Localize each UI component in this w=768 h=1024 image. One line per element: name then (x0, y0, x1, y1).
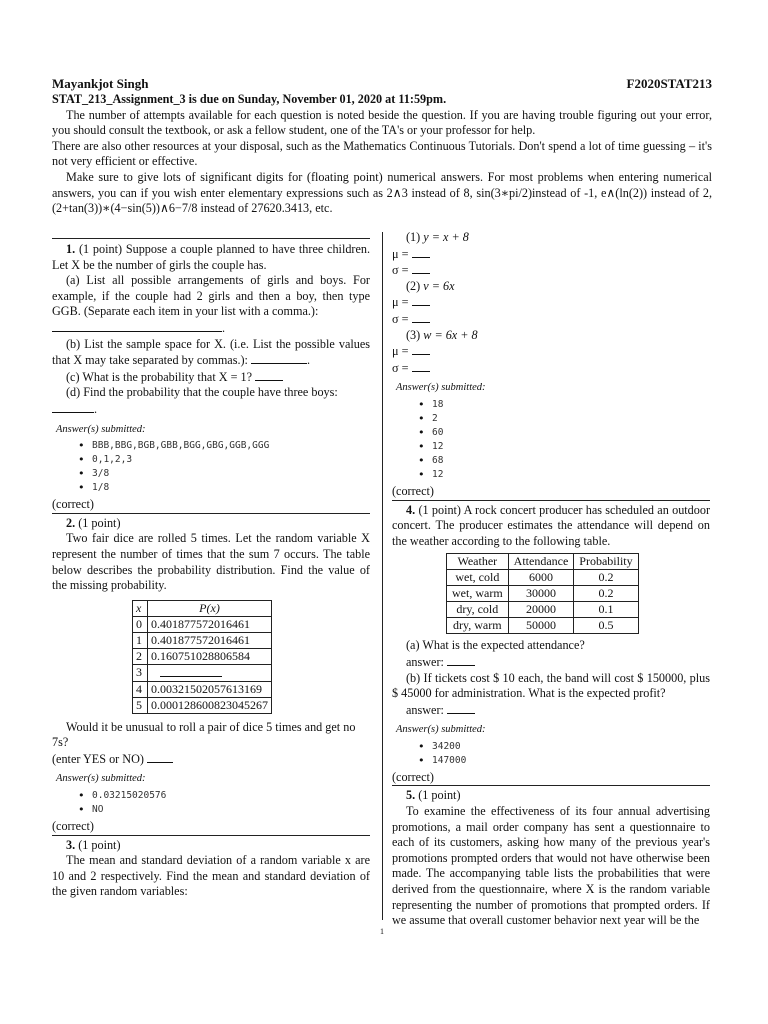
page-header (52, 76, 712, 92)
answer-blank[interactable] (412, 360, 430, 372)
table-row: dry, cold 20000 0.1 (447, 602, 639, 618)
problem-1 (52, 238, 370, 513)
answer-blank[interactable] (447, 654, 475, 666)
submitted-answer: • 68 (432, 454, 710, 468)
problem-5-stem: To examine the effectiveness of its four annual advertising promotions, a mail order company has sent a questionnaire to each of its customers, asking how many of the previous year's promotions prompted orders that would not have otherwise been made. The accompanying table lists the probabilities that were derived from the questionnaire, where X is the random variable representing the number of promotions that prompted orders. If we assume that overall customer behavior next year will be the (392, 804, 710, 928)
answer-blank[interactable] (251, 352, 307, 364)
divider (392, 500, 710, 501)
part-2: (2) v = 6x (406, 278, 455, 293)
correct-status: (correct) (52, 819, 94, 834)
intro-paragraph-1: The number of attempts available for each question is noted beside the question. If you are having trouble figuring out your error, you should consult the textbook, or ask a fellow student, one of the TA's or your professor for help. (52, 107, 712, 138)
answers-submitted-label: Answer(s) submitted: (56, 423, 146, 435)
sd-line: σ = (392, 311, 710, 328)
part-3: (3) w = 6x + 8 (406, 327, 478, 342)
answer-blank[interactable] (255, 369, 283, 381)
submitted-answer: • 18 (432, 398, 710, 412)
problem-3-continued (392, 230, 710, 500)
submitted-answer: • 3/8 (92, 467, 370, 481)
student-name: Mayankjot Singh (52, 76, 149, 91)
problem-2-stem: Two fair dice are rolled 5 times. Let the random variable X represent the number of times that the sum 7 occurs. The table below describes the probability distribution. Find the value of the missing probability. (52, 531, 370, 593)
answer-blank[interactable] (412, 294, 430, 306)
submitted-answer: • 147000 (432, 754, 710, 768)
problem-1-part-c: (c) What is the probability that X = 1? (52, 369, 370, 386)
column-header-x: x (133, 600, 148, 616)
submitted-answer: • NO (92, 803, 370, 817)
column-divider (382, 232, 383, 920)
answer-blank[interactable] (147, 751, 173, 763)
submitted-answers-list (52, 789, 370, 817)
problem-4-stem: 4. (1 point) A rock concert producer has scheduled an outdoor concert. The producer estimates the attendance will depend on the weather according to the following table. (392, 502, 711, 548)
problem-1-stem: 1. (1 point) Suppose a couple planned to have three children. Let X be the number of girls the couple has. (52, 242, 371, 272)
table-row: 3 (133, 664, 272, 681)
problem-3 (52, 835, 370, 900)
answer-line: answer: (392, 702, 710, 719)
left-column (52, 238, 370, 900)
answers-submitted-label: Answer(s) submitted: (56, 773, 146, 785)
table-row: 1 0.401877572016461 (133, 632, 272, 648)
submitted-answer: • 34200 (432, 740, 710, 754)
submitted-answer: • BBB,BBG,BGB,GBB,BGG,GBG,GGB,GGG (92, 439, 370, 453)
divider (392, 785, 710, 786)
problem-3-stem: The mean and standard deviation of a random variable x are 10 and 2 respectively. Find the mean and standard deviation of the given random variables: (52, 853, 370, 899)
column-header-px: P(x) (148, 600, 272, 616)
submitted-answer: • 12 (432, 468, 710, 482)
mean-line: μ = (392, 294, 710, 311)
sd-line: σ = (392, 360, 710, 377)
table-header-row: Weather Attendance Probability (447, 554, 639, 570)
mean-line: μ = (392, 246, 710, 263)
due-date-line: STAT_213_Assignment_3 is due on Sunday, November 01, 2020 at 11:59pm. (52, 92, 447, 106)
table-row: wet, cold 6000 0.2 (447, 570, 639, 586)
problem-1-part-b: (b) List the sample space for X. (i.e. List the possible values that X may take separated by commas.): . (52, 336, 370, 368)
probability-table (132, 600, 272, 714)
problem-5 (392, 785, 710, 928)
table-row: wet, warm 30000 0.2 (447, 586, 639, 602)
answers-submitted-label: Answer(s) submitted: (396, 382, 486, 394)
divider (52, 513, 370, 514)
submitted-answers-list (392, 740, 710, 768)
intro-section (52, 92, 712, 217)
table-row: 5 0.000128600823045267 (133, 697, 272, 713)
answer-blank[interactable] (412, 246, 430, 258)
problem-2-title: 2. (1 point) (66, 515, 121, 530)
correct-status: (correct) (392, 483, 434, 498)
submitted-answer: • 60 (432, 426, 710, 440)
sd-line: σ = (392, 262, 710, 279)
answers-submitted-label: Answer(s) submitted: (396, 724, 486, 736)
answer-blank[interactable] (412, 262, 430, 274)
submitted-answer: • 2 (432, 412, 710, 426)
course-code: F2020STAT213 (626, 76, 712, 91)
problem-4 (392, 500, 710, 786)
answer-blank[interactable] (412, 343, 430, 355)
answer-blank[interactable] (52, 401, 94, 413)
mean-line: μ = (392, 343, 710, 360)
part-1: (1) y = x + 8 (406, 230, 469, 244)
submitted-answer: • 0,1,2,3 (92, 453, 370, 467)
problem-1-part-a: (a) List all possible arrangements of girls and boys. For example, if the couple had 2 girls and then a boy, then type GGB. (Separate each item in your list with a comma.): . (52, 273, 370, 335)
answer-blank[interactable] (160, 665, 222, 677)
correct-status: (correct) (52, 497, 94, 512)
submitted-answers-list (52, 439, 370, 495)
correct-status: (correct) (392, 769, 434, 784)
problem-4-part-a: (a) What is the expected attendance? (406, 638, 585, 653)
intro-paragraph-3: Make sure to give lots of significant digits for (floating point) numerical answers. For most problems when entering numerical answers, you can if you wish enter elementary expressions such as 2∧3 instead of 8, sin(3∗pi/2)instead of -1, e∧(ln(2)) instead of 2, (2+tan(3))∗(4−sin(5))∧6−7/8 instead of 27620.3413, etc. (52, 169, 712, 216)
table-row: dry, warm 50000 0.5 (447, 618, 639, 634)
problem-4-part-b: (b) If tickets cost $ 10 each, the band will cost $ 150000, plus $ 45000 for administration. What is the expected profit? (392, 670, 710, 701)
submitted-answer: • 0.03215020576 (92, 789, 370, 803)
divider (52, 835, 370, 836)
answer-line: answer: (392, 654, 710, 671)
divider (52, 238, 370, 239)
table-row: 4 0.00321502057613169 (133, 681, 272, 697)
answer-blank[interactable] (447, 702, 475, 714)
problem-2 (52, 513, 370, 835)
problem-3-title: 3. (1 point) (66, 837, 121, 852)
submitted-answers-list (392, 398, 710, 482)
answer-blank[interactable] (412, 311, 430, 323)
submitted-answer: • 1/8 (92, 481, 370, 495)
problem-2-enter: (enter YES or NO) (52, 751, 370, 768)
weather-table (446, 553, 639, 634)
problem-1-part-d: (d) Find the probability that the couple have three boys: . (52, 385, 370, 417)
submitted-answer: • 12 (432, 440, 710, 454)
problem-2-question: Would it be unusual to roll a pair of dice 5 times and get no 7s? (52, 719, 356, 750)
right-column (392, 230, 710, 929)
intro-paragraph-2: There are also other resources at your disposal, such as the Mathematics Continuous Tutorials. Don't spend a lot of time guessing – it's not very efficient or effective. (52, 138, 712, 169)
page-number: 1 (380, 927, 384, 936)
answer-blank[interactable] (52, 320, 222, 332)
table-row: 2 0.160751028806584 (133, 648, 272, 664)
table-row: 0 0.401877572016461 (133, 616, 272, 632)
problem-5-title: 5. (1 point) (406, 788, 461, 803)
